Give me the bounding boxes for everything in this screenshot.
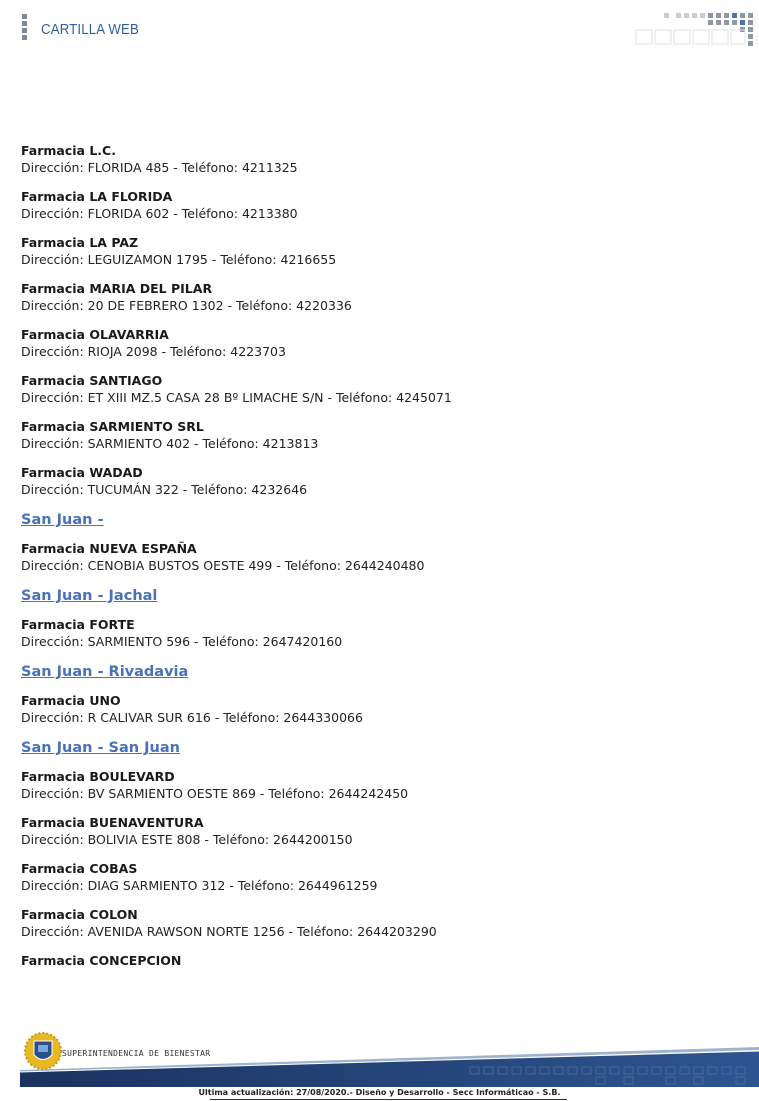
pharmacy-address: Dirección: 20 DE FEBRERO 1302 - Teléfono: 4220336 <box>21 298 352 313</box>
list-item <box>21 281 741 314</box>
pharmacy-address: Dirección: SARMIENTO 596 - Teléfono: 2647420160 <box>21 634 343 649</box>
pharmacy-name: Farmacia WADAD <box>21 465 143 480</box>
pharmacy-address: Dirección: SARMIENTO 402 - Teléfono: 4213813 <box>21 436 319 451</box>
pharmacy-address: Dirección: RIOJA 2098 - Teléfono: 4223703 <box>21 344 286 359</box>
list-item <box>21 465 741 498</box>
page-title: CARTILLA WEB <box>41 21 139 38</box>
institution-logo-icon <box>23 1031 63 1071</box>
page-header <box>0 0 759 60</box>
pharmacy-name: Farmacia MARIA DEL PILAR <box>21 281 213 296</box>
header-bars-icon <box>22 14 28 42</box>
list-item <box>21 143 741 176</box>
footer-update-text: Ultima actualización: 27/08/2020.- Diseño y Desarrollo - Secc Informáticao - S.B. <box>198 1088 561 1097</box>
list-item <box>21 541 741 574</box>
region-heading[interactable]: San Juan - <box>21 512 104 528</box>
list-item <box>21 693 741 726</box>
pharmacy-name: Farmacia BUENAVENTURA <box>21 815 204 830</box>
pharmacy-address: Dirección: FLORIDA 485 - Teléfono: 4211325 <box>21 160 298 175</box>
list-item <box>21 235 741 268</box>
list-item <box>21 617 741 650</box>
pharmacy-list <box>21 143 741 982</box>
pharmacy-name: Farmacia SARMIENTO SRL <box>21 419 204 434</box>
list-item <box>21 373 741 406</box>
list-item <box>21 419 741 452</box>
pharmacy-name: Farmacia L.C. <box>21 143 116 158</box>
region-heading[interactable]: San Juan - San Juan <box>21 740 180 756</box>
page-footer <box>0 1025 759 1101</box>
pharmacy-name: Farmacia CONCEPCION <box>21 953 182 968</box>
list-item <box>21 861 741 894</box>
footer-divider <box>210 1099 567 1100</box>
list-item <box>21 189 741 222</box>
pharmacy-name: Farmacia LA PAZ <box>21 235 139 250</box>
pharmacy-name: Farmacia BOULEVARD <box>21 769 175 784</box>
pharmacy-address: Dirección: BV SARMIENTO OESTE 869 - Teléfono: 2644242450 <box>21 786 409 801</box>
pharmacy-name: Farmacia UNO <box>21 693 121 708</box>
pharmacy-address: Dirección: TUCUMÁN 322 - Teléfono: 4232646 <box>21 482 308 497</box>
footer-brand: SUPERINTENDENCIA DE BIENESTAR <box>62 1049 211 1058</box>
pharmacy-address: Dirección: CENOBIA BUSTOS OESTE 499 - Teléfono: 2644240480 <box>21 558 425 573</box>
header-decoration-icon <box>634 10 759 50</box>
pharmacy-name: Farmacia OLAVARRIA <box>21 327 169 342</box>
pharmacy-address: Dirección: BOLIVIA ESTE 808 - Teléfono: 2644200150 <box>21 832 353 847</box>
pharmacy-name: Farmacia SANTIAGO <box>21 373 163 388</box>
pharmacy-address: Dirección: R CALIVAR SUR 616 - Teléfono: 2644330066 <box>21 710 363 725</box>
pharmacy-name: Farmacia LA FLORIDA <box>21 189 173 204</box>
pharmacy-address: Dirección: LEGUIZAMON 1795 - Teléfono: 4216655 <box>21 252 337 267</box>
list-item <box>21 815 741 848</box>
pharmacy-name: Farmacia FORTE <box>21 617 135 632</box>
list-item <box>21 953 741 969</box>
pharmacy-address: Dirección: ET XIII MZ.5 CASA 28 Bº LIMACHE S/N - Teléfono: 4245071 <box>21 390 452 405</box>
pharmacy-name: Farmacia COBAS <box>21 861 138 876</box>
list-item <box>21 907 741 940</box>
region-heading[interactable]: San Juan - Rivadavia <box>21 664 189 680</box>
pharmacy-name: Farmacia COLON <box>21 907 138 922</box>
pharmacy-name: Farmacia NUEVA ESPAÑA <box>21 541 197 556</box>
pharmacy-address: Dirección: AVENIDA RAWSON NORTE 1256 - Teléfono: 2644203290 <box>21 924 437 939</box>
pharmacy-address: Dirección: DIAG SARMIENTO 312 - Teléfono: 2644961259 <box>21 878 378 893</box>
list-item <box>21 769 741 802</box>
pharmacy-address: Dirección: FLORIDA 602 - Teléfono: 4213380 <box>21 206 298 221</box>
region-heading[interactable]: San Juan - Jachal <box>21 588 158 604</box>
list-item <box>21 327 741 360</box>
